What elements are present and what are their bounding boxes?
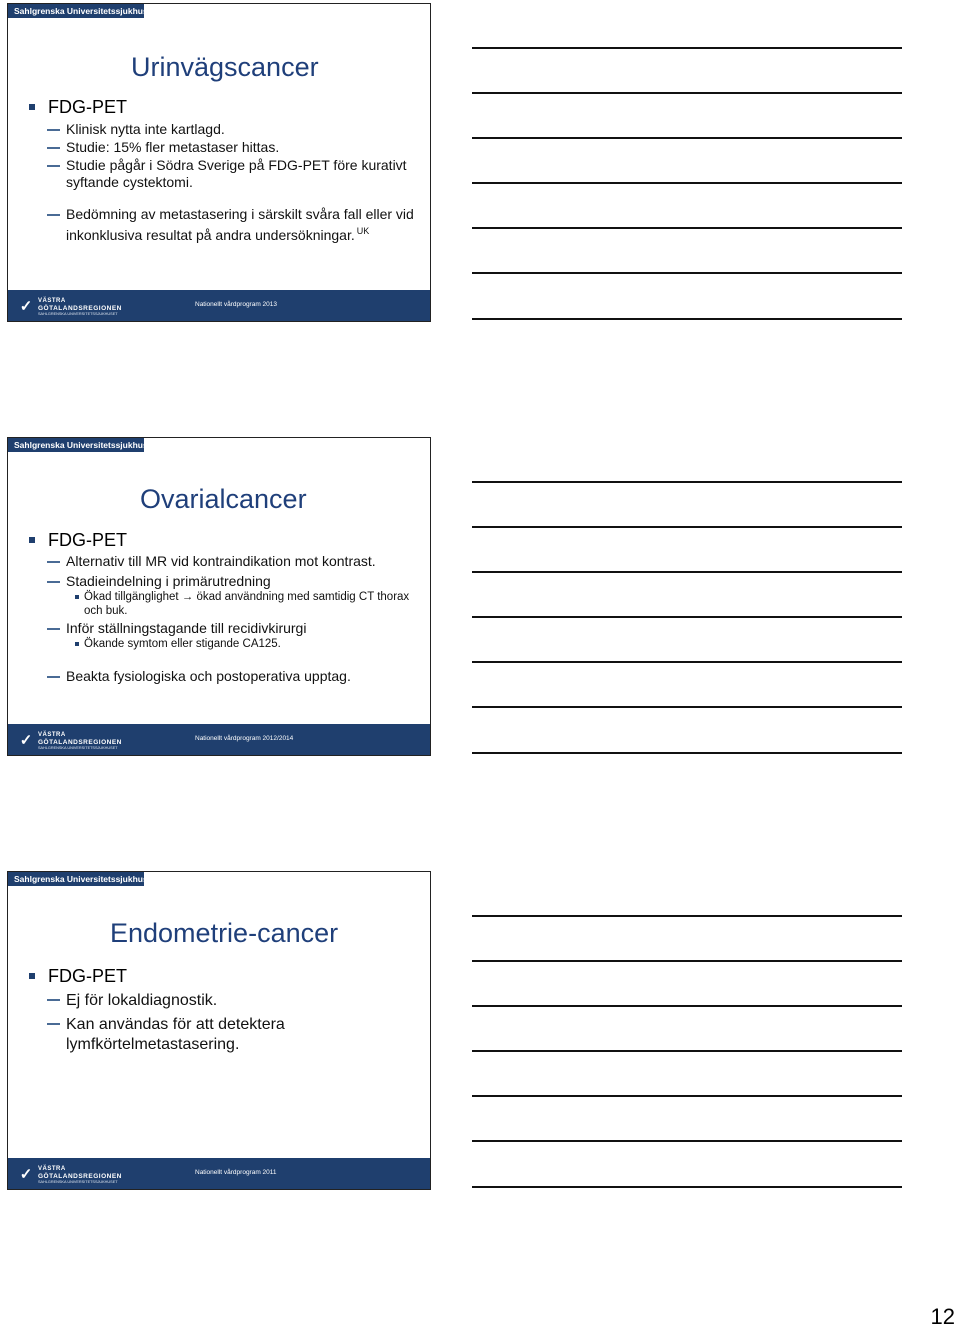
logo-line-2: GÖTALANDSREGIONEN <box>38 739 122 746</box>
header-banner: Sahlgrenska Universitetssjukhuset <box>8 872 144 886</box>
vgr-logo <box>16 1164 136 1186</box>
sub-list-item: Ökad tillgänglighet → ökad användning med samtidig CT thorax och buk. <box>26 591 420 618</box>
logo-line-3: SAHLGRENSKA UNIVERSITETSSJUKHUSET <box>38 1180 118 1184</box>
note-line <box>472 481 902 483</box>
list-item: Studie pågår i Södra Sverige på FDG-PET före kurativt syftande cystektomi. <box>26 157 420 191</box>
note-line <box>472 1005 902 1007</box>
note-line <box>472 915 902 917</box>
note-line <box>472 571 902 573</box>
slide-footer <box>8 1158 430 1189</box>
note-line <box>472 227 902 229</box>
superscript-reference: UK <box>356 226 370 236</box>
header-banner: Sahlgrenska Universitetssjukhuset <box>8 4 144 18</box>
vgr-logo <box>16 730 136 752</box>
vgr-logo-icon: ✓ <box>19 1166 33 1183</box>
list-item: Stadieindelning i primärutredning <box>26 573 420 590</box>
logo-line-1: VÄSTRA <box>38 1166 66 1172</box>
slide-title: Urinvägscancer <box>131 52 319 82</box>
list-item: Inför ställningstagande till recidivkirurgi <box>26 620 420 637</box>
list-item <box>26 206 420 244</box>
slide-footer <box>8 724 430 755</box>
logo-line-1: VÄSTRA <box>38 298 66 304</box>
note-line <box>472 661 902 663</box>
footer-text: Nationellt vårdprogram 2013 <box>195 301 278 308</box>
logo-line-3: SAHLGRENSKA UNIVERSITETSSJUKHUSET <box>38 312 118 316</box>
slide-ovarialcancer <box>7 437 431 756</box>
note-line <box>472 47 902 49</box>
note-line <box>472 92 902 94</box>
slide-endometriecancer <box>7 871 431 1190</box>
note-line <box>472 272 902 274</box>
bullet-fdg-pet: FDG-PET <box>26 97 420 117</box>
header-banner: Sahlgrenska Universitetssjukhuset <box>8 438 144 452</box>
vgr-logo-icon: ✓ <box>19 732 33 749</box>
list-item: Beakta fysiologiska och postoperativa upptag. <box>26 668 420 685</box>
note-line <box>472 1140 902 1142</box>
page-number: 12 <box>930 1304 955 1329</box>
note-line <box>472 1186 902 1188</box>
note-line <box>472 616 902 618</box>
item-text: Bedömning av metastasering i särskilt svåra fall eller vid inkonklusiva resultat på andra undersökningar. <box>66 206 414 243</box>
bullet-fdg-pet: FDG-PET <box>26 530 420 550</box>
logo-line-1: VÄSTRA <box>38 732 66 738</box>
note-line <box>472 1095 902 1097</box>
slide-content <box>26 530 420 686</box>
note-line <box>472 182 902 184</box>
list-item: Studie: 15% fler metastaser hittas. <box>26 139 420 156</box>
list-item: Alternativ till MR vid kontraindikation mot kontrast. <box>26 553 420 570</box>
slide-content <box>26 966 420 1056</box>
slide-title: Ovarialcancer <box>140 484 307 514</box>
list-item: Kan användas för att detektera lymfkörtelmetastasering. <box>26 1015 420 1055</box>
slide-footer <box>8 290 430 321</box>
logo-line-2: GÖTALANDSREGIONEN <box>38 1173 122 1180</box>
list-item: Klinisk nytta inte kartlagd. <box>26 121 420 138</box>
list-item: Ej för lokaldiagnostik. <box>26 991 420 1011</box>
note-line <box>472 960 902 962</box>
footer-text: Nationellt vårdprogram 2011 <box>195 1169 277 1176</box>
note-line <box>472 318 902 320</box>
note-line <box>472 706 902 708</box>
slide-content <box>26 97 420 245</box>
logo-line-2: GÖTALANDSREGIONEN <box>38 305 122 312</box>
vgr-logo-icon: ✓ <box>19 298 33 315</box>
slide-urinvagscancer <box>7 3 431 322</box>
logo-line-3: SAHLGRENSKA UNIVERSITETSSJUKHUSET <box>38 746 118 750</box>
footer-text: Nationellt vårdprogram 2012/2014 <box>195 735 294 742</box>
note-line <box>472 526 902 528</box>
sub-list-item: Ökande symtom eller stigande CA125. <box>26 638 420 652</box>
note-line <box>472 137 902 139</box>
slide-title: Endometrie-cancer <box>110 918 339 948</box>
vgr-logo <box>16 296 136 318</box>
note-line <box>472 752 902 754</box>
note-line <box>472 1050 902 1052</box>
bullet-fdg-pet: FDG-PET <box>26 966 420 986</box>
